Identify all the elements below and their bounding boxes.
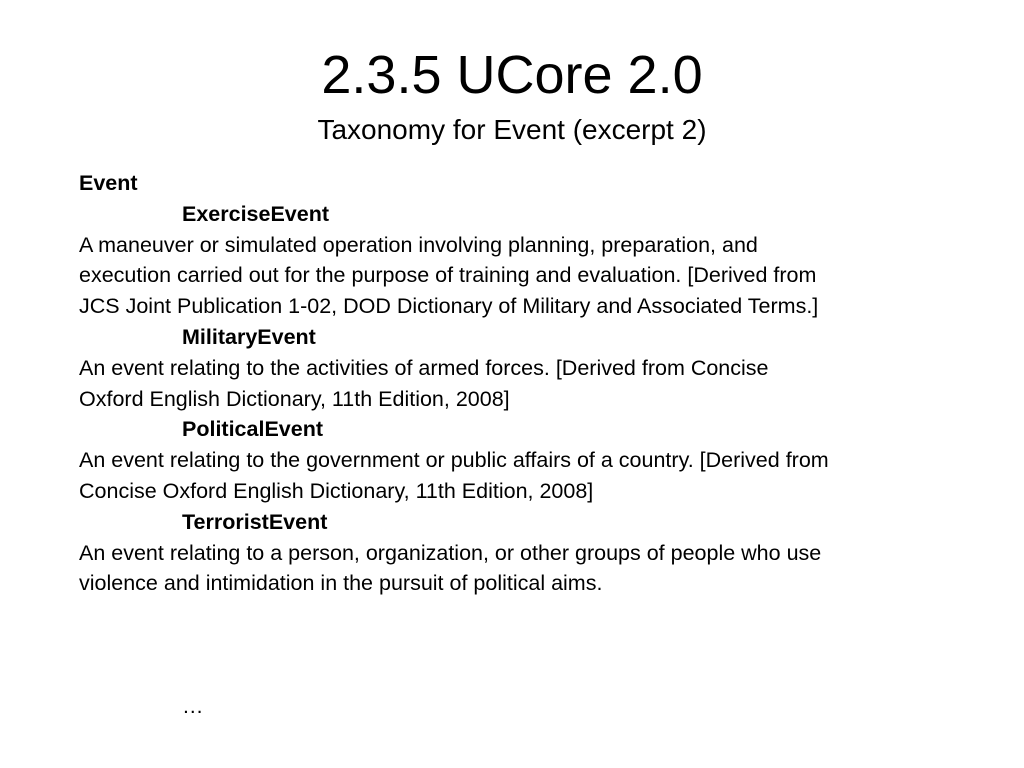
entry-definition-line: JCS Joint Publication 1-02, DOD Dictionary of Military and Associated Terms.]: [79, 294, 819, 319]
entry-term: MilitaryEvent: [182, 324, 316, 349]
continuation-ellipsis: …: [182, 694, 204, 719]
entry-term: PoliticalEvent: [182, 417, 323, 442]
slide-title: 2.3.5 UCore 2.0: [321, 45, 703, 105]
taxonomy-body: [79, 168, 999, 722]
taxonomy-entry: [79, 322, 999, 414]
entry-term: TerroristEvent: [182, 509, 328, 534]
taxonomy-entry: [79, 199, 999, 322]
slide-subtitle: Taxonomy for Event (excerpt 2): [317, 114, 707, 145]
taxonomy-entry: [79, 507, 999, 599]
vertical-gap: [79, 599, 999, 691]
root-term: Event: [79, 171, 138, 195]
entry-term: ExerciseEvent: [182, 201, 330, 226]
entry-definition-line: An event relating to the government or public affairs of a country. [Derived from: [79, 448, 829, 473]
entry-definition-line: A maneuver or simulated operation involving planning, preparation, and: [79, 232, 758, 257]
entry-definition-line: Oxford English Dictionary, 11th Edition, 2008]: [79, 386, 510, 411]
taxonomy-entry: [79, 414, 999, 506]
entry-definition-line: violence and intimidation in the pursuit of political aims.: [79, 571, 603, 596]
entry-definition-line: Concise Oxford English Dictionary, 11th Edition, 2008]: [79, 478, 594, 503]
entry-definition-line: execution carried out for the purpose of training and evaluation. [Derived from: [79, 263, 817, 288]
entry-definition-line: An event relating to the activities of armed forces. [Derived from Concise: [79, 355, 769, 380]
entry-definition-line: An event relating to a person, organization, or other groups of people who use: [79, 540, 822, 565]
